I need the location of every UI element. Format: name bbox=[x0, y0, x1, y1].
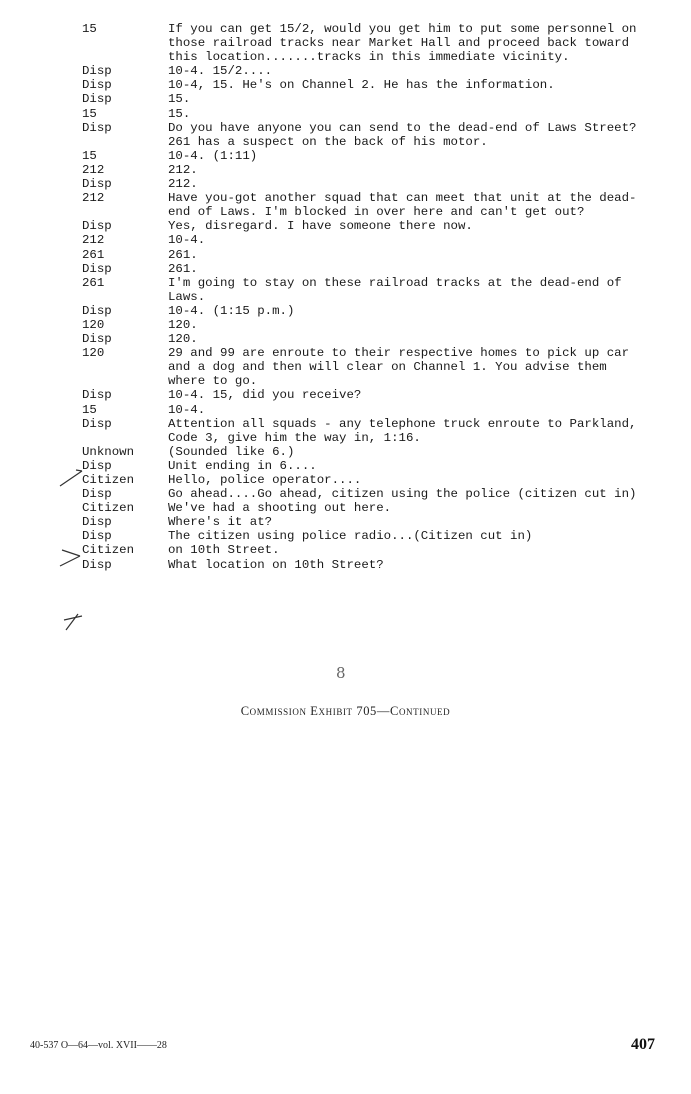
transcript-entry bbox=[0, 177, 691, 191]
message-text: Yes, disregard. I have someone there now. bbox=[168, 219, 473, 234]
transcript-entry bbox=[0, 163, 691, 177]
transcript-entry bbox=[0, 233, 691, 247]
transcript-entry bbox=[0, 149, 691, 163]
transcript-entry bbox=[0, 459, 691, 473]
speaker-label: 120 bbox=[82, 346, 105, 361]
speaker-label: 261 bbox=[82, 247, 105, 262]
transcript-entry bbox=[0, 445, 691, 459]
message-text: (Sounded like 6.) bbox=[168, 444, 295, 459]
speaker-label: Disp bbox=[82, 529, 112, 544]
speaker-label: Disp bbox=[82, 303, 112, 318]
handwritten-tick-mark bbox=[58, 548, 88, 568]
transcript-entry bbox=[0, 529, 691, 543]
speaker-label: 212 bbox=[82, 191, 105, 206]
message-text: Go ahead....Go ahead, citizen using the police (citizen cut in) bbox=[168, 487, 637, 502]
transcript-entry bbox=[0, 78, 691, 92]
message-text: 212. bbox=[168, 177, 198, 192]
message-text: The citizen using police radio...(Citizen cut in) bbox=[168, 529, 533, 544]
message-text: 15. bbox=[168, 106, 191, 121]
transcript-entry bbox=[0, 558, 691, 572]
speaker-label: Disp bbox=[82, 458, 112, 473]
transcript-entry bbox=[0, 191, 691, 219]
transcript-entry bbox=[0, 318, 691, 332]
speaker-label: Disp bbox=[82, 557, 112, 572]
message-text: 10-4, 15. He's on Channel 2. He has the information. bbox=[168, 78, 555, 93]
message-text: Attention all squads - any telephone truck enroute to Parkland, Code 3, give him the way in, 1:16. bbox=[168, 416, 644, 445]
message-text: 15. bbox=[168, 92, 191, 107]
message-text: on 10th Street. bbox=[168, 543, 280, 558]
message-text: Where's it at? bbox=[168, 515, 273, 530]
message-text: 120. bbox=[168, 317, 198, 332]
speaker-label: 261 bbox=[82, 275, 105, 290]
speaker-label: 15 bbox=[82, 106, 97, 121]
transcript-entry bbox=[0, 92, 691, 106]
page-number-mark: 8 bbox=[336, 664, 346, 682]
transcript-entry bbox=[0, 248, 691, 262]
speaker-label: 212 bbox=[82, 162, 105, 177]
message-text: We've had a shooting out here. bbox=[168, 501, 392, 516]
speaker-label: 15 bbox=[82, 22, 97, 36]
speaker-label: Disp bbox=[82, 416, 112, 431]
speaker-label: Citizen bbox=[82, 473, 135, 487]
radio-transcript bbox=[0, 22, 691, 572]
speaker-label: Disp bbox=[82, 64, 112, 79]
speaker-label: Disp bbox=[82, 120, 112, 135]
speaker-label: Disp bbox=[82, 177, 112, 192]
message-text: 10-4. bbox=[168, 233, 206, 248]
speaker-label: Disp bbox=[82, 261, 112, 276]
transcript-entry bbox=[0, 332, 691, 346]
transcript-entry bbox=[0, 219, 691, 233]
transcript-entry bbox=[0, 22, 691, 64]
transcript-entry bbox=[0, 403, 691, 417]
speaker-label: Disp bbox=[82, 78, 112, 93]
message-text: 261. bbox=[168, 261, 198, 276]
speaker-label: 15 bbox=[82, 148, 97, 163]
handwritten-tick-mark bbox=[58, 468, 88, 488]
speaker-label: 212 bbox=[82, 233, 105, 248]
speaker-label: Disp bbox=[82, 92, 112, 107]
transcript-entry bbox=[0, 276, 691, 304]
footer-print-code: 40-537 O—64—vol. XVII——28 bbox=[30, 1040, 167, 1051]
transcript-entry bbox=[0, 388, 691, 402]
message-text: 29 and 99 are enroute to their respective homes to pick up car and a dog and then will clear on Channel 1. You advise them where to go. bbox=[168, 346, 637, 389]
speaker-label: Citizen bbox=[82, 501, 135, 516]
speaker-label: 120 bbox=[82, 317, 105, 332]
message-text: 120. bbox=[168, 332, 198, 347]
transcript-entry bbox=[0, 262, 691, 276]
handwritten-tick-mark bbox=[62, 612, 92, 632]
speaker-label: Unknown bbox=[82, 444, 135, 459]
speaker-label: Disp bbox=[82, 515, 112, 530]
message-text: Hello, police operator.... bbox=[168, 473, 362, 487]
transcript-entry bbox=[0, 346, 691, 388]
message-text: 10-4. bbox=[168, 402, 206, 417]
speaker-label: Disp bbox=[82, 332, 112, 347]
transcript-entry bbox=[0, 501, 691, 515]
transcript-entry bbox=[0, 487, 691, 501]
message-text: What location on 10th Street? bbox=[168, 557, 384, 572]
footer-page-number: 407 bbox=[631, 1036, 655, 1053]
transcript-entry bbox=[0, 473, 691, 487]
message-text: Unit ending in 6.... bbox=[168, 458, 317, 473]
transcript-entry bbox=[0, 515, 691, 529]
message-text: 261. bbox=[168, 247, 198, 262]
message-text: 10-4. 15, did you receive? bbox=[168, 388, 362, 403]
transcript-entry bbox=[0, 121, 691, 149]
message-text: 10-4. 15/2.... bbox=[168, 64, 273, 79]
message-text: 10-4. (1:15 p.m.) bbox=[168, 303, 295, 318]
message-text: Do you have anyone you can send to the dead-end of Laws Street? 261 has a suspect on the back of his motor. bbox=[168, 120, 644, 149]
message-text: If you can get 15/2, would you get him to put some personnel on those railroad tracks near Market Hall and proceed back toward this location.......tracks in this immediate vicinity. bbox=[168, 22, 644, 65]
speaker-label: Disp bbox=[82, 388, 112, 403]
speaker-label: Disp bbox=[82, 487, 112, 502]
transcript-entry bbox=[0, 107, 691, 121]
transcript-entry bbox=[0, 64, 691, 78]
message-text: 212. bbox=[168, 162, 198, 177]
message-text: 10-4. (1:11) bbox=[168, 148, 258, 163]
transcript-entry bbox=[0, 543, 691, 557]
speaker-label: 15 bbox=[82, 402, 97, 417]
transcript-entry bbox=[0, 304, 691, 318]
speaker-label: Disp bbox=[82, 219, 112, 234]
message-text: I'm going to stay on these railroad tracks at the dead-end of Laws. bbox=[168, 275, 630, 304]
transcript-entry bbox=[0, 417, 691, 445]
speaker-label: Citizen bbox=[82, 543, 135, 558]
message-text: Have you-got another squad that can meet that unit at the dead-end of Laws. I'm blocked in over here and can't get out? bbox=[168, 191, 637, 220]
exhibit-caption: Commission Exhibit 705—Continued bbox=[240, 704, 451, 718]
